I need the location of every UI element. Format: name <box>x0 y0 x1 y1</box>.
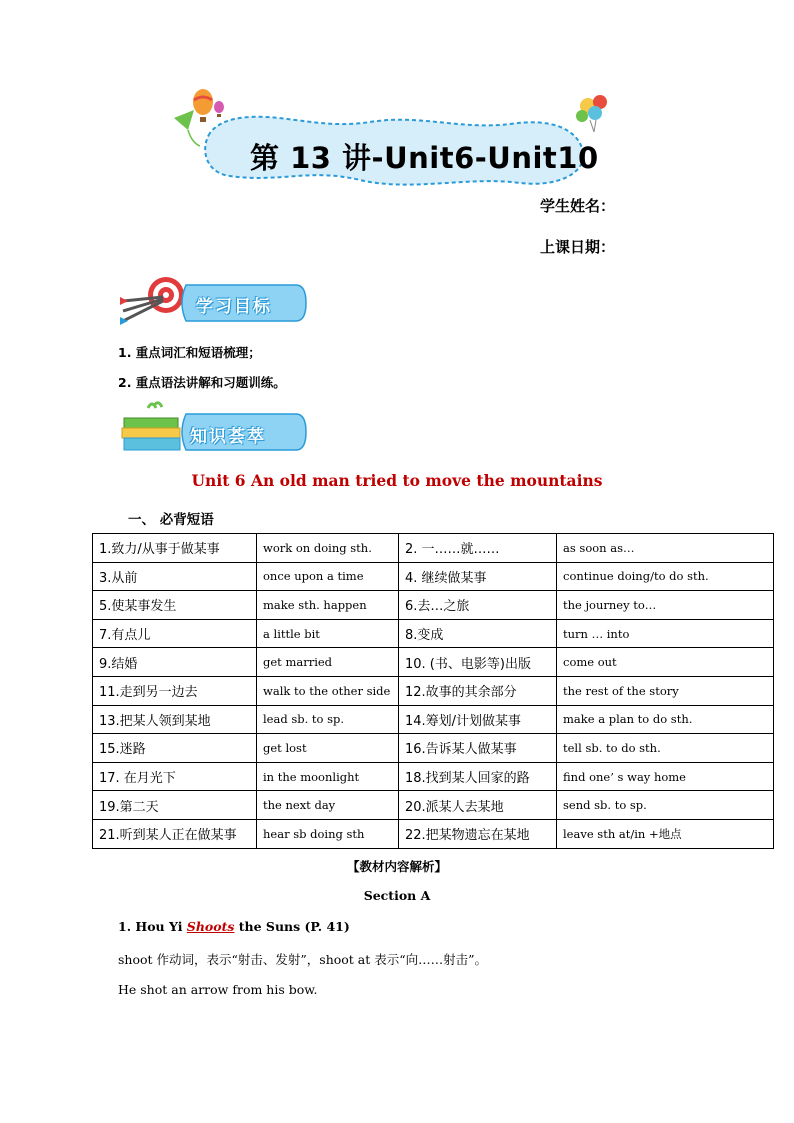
unit-heading: Unit 6 An old man tried to move the mountains <box>191 471 603 490</box>
phrase-chinese-cell: 6.去…之旅 <box>399 591 557 620</box>
goal-item: 1. 重点词汇和短语梳理； <box>118 345 261 360</box>
phrase-chinese-cell: 3.从前 <box>93 562 257 591</box>
phrase-english-cell: get lost <box>257 734 399 763</box>
item-heading <box>118 919 350 934</box>
phrase-chinese-cell: 17. 在月光下 <box>93 762 257 791</box>
item-verb: Shoots <box>186 919 235 934</box>
phrase-chinese-cell: 1.致力/从事于做某事 <box>93 534 257 563</box>
phrase-english-cell: work on doing sth. <box>257 534 399 563</box>
phrase-english-cell: get married <box>257 648 399 677</box>
table-row <box>93 591 774 620</box>
page-title: 第 13 讲-Unit6-Unit10 <box>250 141 599 175</box>
phrase-english-cell: hear sb doing sth <box>257 819 399 848</box>
item-explanation: shoot 作动词，表示“射击、发射”，shoot at 表示“向……射击”。 <box>118 952 488 967</box>
phrase-english-cell: lead sb. to sp. <box>257 705 399 734</box>
phrase-english-cell: walk to the other side <box>257 676 399 705</box>
phrase-chinese-cell: 7.有点儿 <box>93 619 257 648</box>
item-example: He shot an arrow from his bow. <box>118 982 318 997</box>
section-a-heading: Section A <box>363 888 431 903</box>
goal-item: 2. 重点语法讲解和习题训练。 <box>118 375 286 390</box>
phrase-english-cell: find one’ s way home <box>557 762 774 791</box>
phrase-chinese-cell: 5.使某事发生 <box>93 591 257 620</box>
phrase-chinese-cell: 16.告诉某人做某事 <box>399 734 557 763</box>
phrase-chinese-cell: 20.派某人去某地 <box>399 791 557 820</box>
books-icon <box>122 403 180 450</box>
phrase-english-cell: tell sb. to do sth. <box>557 734 774 763</box>
table-row <box>93 705 774 734</box>
table-row <box>93 819 774 848</box>
table-row <box>93 534 774 563</box>
phrase-chinese-cell: 9.结婚 <box>93 648 257 677</box>
learning-goals-label: 学习目标 <box>196 297 272 317</box>
phrase-english-cell: make a plan to do sth. <box>557 705 774 734</box>
phrase-chinese-cell: 14.筹划/计划做某事 <box>399 705 557 734</box>
knowledge-label: 知识荟萃 <box>190 427 266 447</box>
item-suffix: the Suns (P. 41) <box>234 919 350 934</box>
table-row <box>93 676 774 705</box>
table-row <box>93 619 774 648</box>
phrase-english-cell: come out <box>557 648 774 677</box>
phrase-english-cell: as soon as… <box>557 534 774 563</box>
class-date-label: 上课日期： <box>540 238 616 256</box>
phrase-english-cell: make sth. happen <box>257 591 399 620</box>
phrase-english-cell: once upon a time <box>257 562 399 591</box>
phrase-english-cell: the journey to… <box>557 591 774 620</box>
phrase-table <box>92 533 774 849</box>
phrase-chinese-cell: 15.迷路 <box>93 734 257 763</box>
phrase-chinese-cell: 22.把某物遗忘在某地 <box>399 819 557 848</box>
table-row <box>93 791 774 820</box>
phrase-english-cell: a little bit <box>257 619 399 648</box>
phrase-english-cell: the next day <box>257 791 399 820</box>
phrase-english-cell: send sb. to sp. <box>557 791 774 820</box>
analysis-title: 【教材内容解析】 <box>346 859 447 874</box>
table-row <box>93 762 774 791</box>
student-name-label: 学生姓名： <box>540 197 616 215</box>
phrase-english-cell: the rest of the story <box>557 676 774 705</box>
kite-icon <box>174 110 200 146</box>
phrase-chinese-cell: 8.变成 <box>399 619 557 648</box>
phrase-english-cell: turn … into <box>557 619 774 648</box>
phrase-english-cell: in the moonlight <box>257 762 399 791</box>
phrase-english-cell: continue doing/to do sth. <box>557 562 774 591</box>
target-icon <box>120 277 184 325</box>
phrase-chinese-cell: 13.把某人领到某地 <box>93 705 257 734</box>
phrase-chinese-cell: 4. 继续做某事 <box>399 562 557 591</box>
phrase-chinese-cell: 18.找到某人回家的路 <box>399 762 557 791</box>
phrase-chinese-cell: 10. (书、电影等)出版 <box>399 648 557 677</box>
table-row <box>93 734 774 763</box>
item-prefix: 1. Hou Yi <box>118 919 187 934</box>
section-heading: 一、 必背短语 <box>128 512 214 528</box>
phrase-chinese-cell: 19.第二天 <box>93 791 257 820</box>
phrase-chinese-cell: 21.听到某人正在做某事 <box>93 819 257 848</box>
phrase-chinese-cell: 2. 一……就…… <box>399 534 557 563</box>
phrase-chinese-cell: 11.走到另一边去 <box>93 676 257 705</box>
balloons-icon <box>576 95 607 132</box>
table-row <box>93 562 774 591</box>
phrase-english-cell: leave sth at/in +地点 <box>557 819 774 848</box>
table-row <box>93 648 774 677</box>
hot-air-balloon-icon <box>193 89 224 122</box>
phrase-chinese-cell: 12.故事的其余部分 <box>399 676 557 705</box>
